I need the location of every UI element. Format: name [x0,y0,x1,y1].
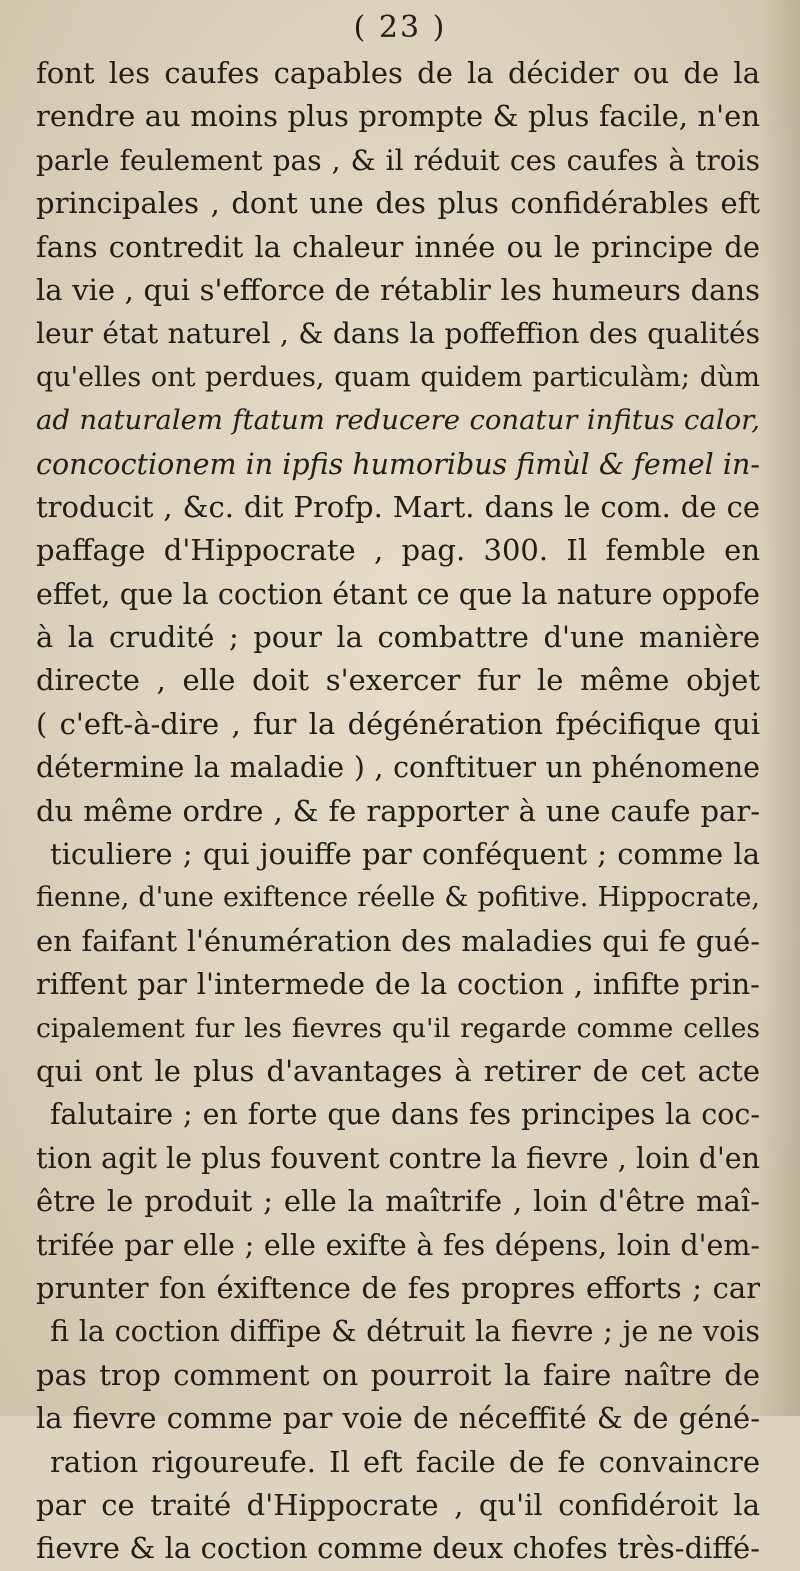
text-line: rendre au moins plus prompte & plus facile, n'en [36,99,760,134]
text-line: être le produit ; elle la maîtrife , loin d'être maî- [36,1184,760,1219]
page-number: ( 23 ) [353,10,447,45]
body-text [36,52,760,1571]
text-line: ad naturalem ftatum reducere conatur infitus calor, [36,404,760,437]
text-line: ration rigoureufe. Il eft facile de fe convaincre [50,1444,760,1479]
text-line: la fievre comme par voie de néceffité & de géné- [36,1401,760,1436]
text-line: qui ont le plus d'avantages à retirer de cet acte [36,1053,760,1088]
text-line: à la crudité ; pour la combattre d'une manière [36,620,760,655]
text-line: concoctionem in ipfis humoribus fimùl & femel in- [36,447,760,481]
text-line: détermine la maladie ) , conftituer un phénomene [36,751,760,785]
text-line: qu'elles ont perdues, quam quidem particulàm; dùm [36,361,760,393]
text-line: en faifant l'énumération des maladies qui fe gué- [36,923,760,958]
text-line: fi la coction diffipe & détruit la fievre ; je ne vois [50,1315,760,1349]
text-line: trifée par elle ; elle exifte à fes dépens, loin d'em- [36,1228,760,1262]
text-line: directe , elle doit s'exercer fur le même objet [36,663,760,698]
text-line: prunter fon éxiftence de fes propres efforts ; car [36,1270,760,1305]
page-edge-shadow [760,0,800,1416]
text-line: riffent par l'intermede de la coction , infifte prin- [36,967,760,1002]
text-line: font les caufes capables de la décider ou de la [36,56,760,90]
text-line: ticuliere ; qui jouiffe par conféquent ; comme la [50,837,760,872]
text-line: fans contredit la chaleur innée ou le principe de [36,229,760,264]
text-line: ( c'eft-à-dire , fur la dégénération fpécifique qui [36,706,760,741]
text-line: effet, que la coction étant ce que la nature oppofe [36,577,760,611]
text-line: fienne, d'une exiftence réelle & pofitive. Hippocrate, [36,882,760,914]
text-line: parle feulement pas , & il réduit ces caufes à trois [36,143,760,177]
text-line: tion agit le plus fouvent contre la fievre , loin d'en [36,1141,760,1175]
text-line: leur état naturel , & dans la poffeffion des qualités [36,317,760,351]
text-line: paffage d'Hippocrate , pag. 300. Il femble en [36,533,760,568]
text-line: fievre & la coction comme deux chofes très-diffé- [36,1531,760,1566]
text-line: pas trop comment on pourroit la faire naître de [36,1357,760,1392]
text-line: falutaire ; en forte que dans fes principes la coc- [50,1098,760,1132]
text-line: par ce traité d'Hippocrate , qu'il confidéroit la [36,1487,760,1522]
text-line: du même ordre , & fe rapporter à une caufe par- [36,793,760,828]
text-line: cipalement fur les fievres qu'il regarde comme celles [36,1012,760,1044]
text-line: principales , dont une des plus confidérables eft [36,186,760,221]
text-line: troducit , &c. dit Profp. Mart. dans le com. de ce [36,489,760,524]
text-line: la vie , qui s'efforce de rétablir les humeurs dans [36,272,760,307]
